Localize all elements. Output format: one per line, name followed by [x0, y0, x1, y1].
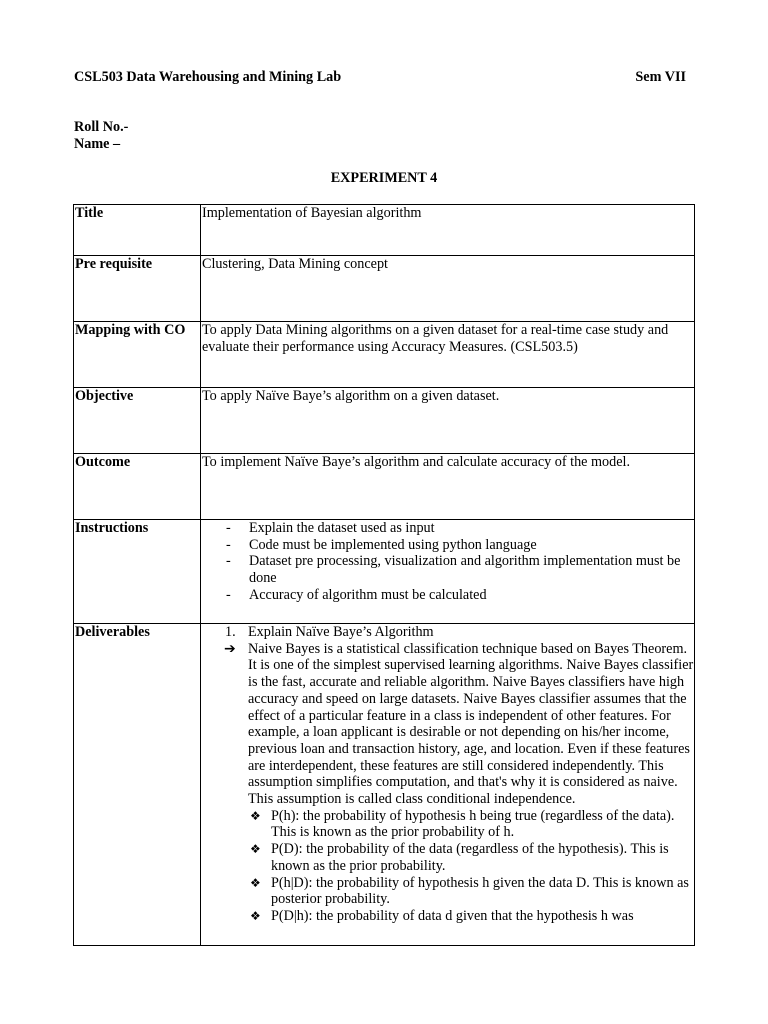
- row-value: [201, 624, 695, 946]
- row-label: Deliverables: [74, 624, 201, 946]
- row-objective: [74, 388, 695, 454]
- dash-marker: -: [226, 536, 231, 553]
- diamond-bullet-icon: ❖: [250, 808, 261, 823]
- list-item-text: Accuracy of algorithm must be calculated: [249, 586, 487, 603]
- description-text: Naive Bayes is a statistical classification technique based on Bayes Theorem. It is one of the simplest supervised learning algorithms. Naive Bayes classifier is the fast, accurate and reliable algorithm. Naive Bayes classifiers have high accuracy and speed on large datasets. Naive Bayes classifier assumes that the effect of a particular feature in a class is independent of other features. For example, a loan applicant is desirable or not depending on his/her income, previous loan and transaction history, age, and location. Even if these features are interdependent, these features are still considered independently. This assumption simplifies computation, and that's why it is considered as naive. This assumption is called class conditional independence.: [248, 640, 694, 808]
- row-label: Objective: [74, 388, 201, 454]
- diamond-bullet-icon: ❖: [250, 908, 261, 923]
- roll-number-label: Roll No.-: [74, 119, 129, 135]
- list-item: [225, 624, 694, 641]
- list-item-text: Explain the dataset used as input: [249, 520, 435, 536]
- bullet-item: [202, 875, 694, 908]
- row-value: Clustering, Data Mining concept: [201, 256, 695, 322]
- dash-marker: -: [226, 520, 231, 536]
- row-label: Instructions: [74, 520, 201, 624]
- page-header: [74, 69, 686, 86]
- bullet-text: P(D|h): the probability of data d given that the hypothesis h was: [271, 907, 634, 924]
- row-label: Outcome: [74, 454, 201, 520]
- semester-label: Sem VII: [635, 69, 686, 85]
- list-item: [226, 553, 694, 586]
- list-item: [226, 537, 694, 554]
- description-paragraph: [202, 641, 694, 808]
- row-value: To apply Data Mining algorithms on a given dataset for a real-time case study and evaluate their performance using Accuracy Measures. (CSL503.5): [201, 322, 695, 388]
- bullet-text: P(h): the probability of hypothesis h being true (regardless of the data). This is known as the prior probability of h.: [271, 807, 675, 841]
- row-label: Title: [74, 205, 201, 256]
- list-item-text: Dataset pre processing, visualization and algorithm implementation must be done: [249, 553, 681, 587]
- course-title: CSL503 Data Warehousing and Mining Lab: [74, 69, 342, 85]
- list-item-text: Code must be implemented using python language: [249, 536, 537, 553]
- row-instructions: [74, 520, 695, 624]
- bullet-item: [202, 808, 694, 841]
- list-item: [226, 587, 694, 604]
- instruction-list: [202, 520, 694, 604]
- diamond-bullet-icon: ❖: [250, 842, 261, 857]
- row-value: Implementation of Bayesian algorithm: [201, 205, 695, 256]
- arrow-right-icon: ➔: [224, 640, 236, 657]
- row-value: [201, 520, 695, 624]
- row-prerequisite: [74, 256, 695, 322]
- dash-marker: -: [226, 553, 231, 570]
- row-outcome: [74, 454, 695, 520]
- row-title: [74, 205, 695, 256]
- row-mapping-co: [74, 322, 695, 388]
- deliverable-list: [202, 624, 694, 641]
- bullet-text: P(h|D): the probability of hypothesis h given the data D. This is known as posterior probability.: [271, 874, 689, 908]
- experiment-table: [73, 204, 695, 946]
- list-number: 1.: [225, 624, 236, 640]
- list-item-text: Explain Naïve Baye’s Algorithm: [248, 624, 434, 640]
- dash-marker: -: [226, 586, 231, 603]
- bullet-item: [202, 908, 694, 925]
- diamond-bullet-icon: ❖: [250, 875, 261, 890]
- row-value: To implement Naïve Baye’s algorithm and calculate accuracy of the model.: [201, 454, 695, 520]
- student-info: [74, 119, 128, 152]
- list-item: [226, 520, 694, 537]
- name-label: Name –: [74, 135, 121, 152]
- row-deliverables: [74, 624, 695, 946]
- experiment-heading: EXPERIMENT 4: [330, 170, 438, 186]
- row-value: To apply Naïve Baye’s algorithm on a given dataset.: [201, 388, 695, 454]
- bullet-item: [202, 841, 694, 874]
- bullet-text: P(D): the probability of the data (regardless of the hypothesis). This is known as the prior probability.: [271, 841, 669, 874]
- row-label: Mapping with CO: [74, 322, 201, 388]
- row-label: Pre requisite: [74, 256, 201, 322]
